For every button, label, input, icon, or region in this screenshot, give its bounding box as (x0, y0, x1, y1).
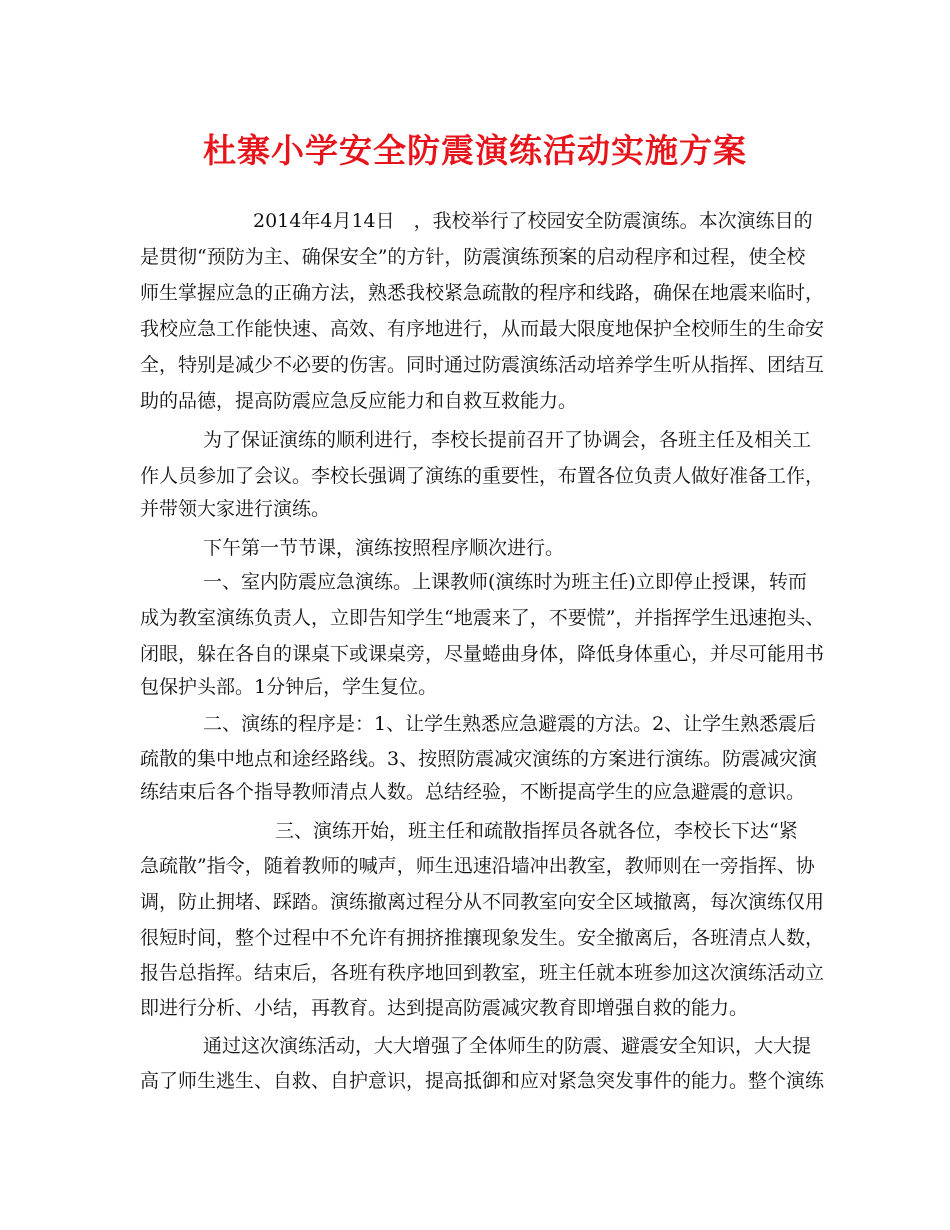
paragraph-line: 包保护头部。1分钟后，学生复位。 (140, 676, 438, 698)
paragraph-line: 作人员参加了会议。李校长强调了演练的重要性，布置各位负责人做好准备工作， (140, 465, 825, 487)
paragraph-line: 我校应急工作能快速、高效、有序地进行，从而最大限度地保护全校师生的生命安 (140, 318, 825, 340)
paragraph-line: 一、室内防震应急演练。上课教师(演练时为班主任)立即停止授课，转而 (203, 571, 807, 593)
paragraph-line: 师生掌握应急的正确方法，熟悉我校紧急疏散的程序和线路，确保在地震来临时， (140, 282, 825, 304)
paragraph-line: 通过这次演练活动，大大增强了全体师生的防震、避震安全知识，大大提 (203, 1035, 812, 1057)
paragraph-line: 全，特别是减少不必要的伤害。同时通过防震演练活动培养学生听从指挥、团结互 (140, 354, 825, 376)
paragraph-line: 三、演练开始，班主任和疏散指挥员各就各位，李校长下达“紧 (275, 820, 798, 842)
paragraph-line: 高了师生逃生、自救、自护意识，提高抵御和应对紧急突发事件的能力。整个演练 (140, 1070, 825, 1092)
paragraph-line: 闭眼，躲在各自的课桌下或课桌旁，尽量蜷曲身体，降低身体重心，并尽可能用书 (140, 643, 825, 665)
paragraph-line: 练结束后各个指导教师清点人数。总结经验，不断提高学生的应急避震的意识。 (140, 781, 806, 803)
document-title: 杜寨小学安全防震演练活动实施方案 (203, 131, 747, 170)
paragraph-line: 为了保证演练的顺利进行，李校长提前召开了协调会，各班主任及相关工 (203, 429, 812, 451)
paragraph-line: 很短时间，整个过程中不允许有拥挤推攘现象发生。安全撤离后，各班清点人数， (140, 927, 825, 949)
paragraph-line: 并带领大家进行演练。 (140, 498, 331, 520)
paragraph-line: 即进行分析、小结，再教育。达到提高防震减灾教育即增强自救的能力。 (140, 997, 749, 1019)
paragraph-line: 报告总指挥。结束后，各班有秩序地回到教室，班主任就本班参加这次演练活动立 (140, 962, 825, 984)
paragraph-line: 急疏散”指令，随着教师的喊声，师生迅速沿墙冲出教室，教师则在一旁指挥、协 (140, 855, 815, 877)
paragraph-line: 成为教室演练负责人，立即告知学生“地震来了，不要慌”，并指挥学生迅速抱头、 (140, 607, 825, 629)
paragraph-line: 疏散的集中地点和途经路线。3、按照防震减灾演练的方案进行演练。防震减灾演 (140, 748, 818, 770)
paragraph-line: 2014年4月14日 ，我校举行了校园安全防震演练。本次演练目的 (253, 210, 813, 232)
paragraph-line: 调，防止拥堵、踩踏。演练撤离过程分从不同教室向安全区域撤离，每次演练仅用 (140, 891, 825, 913)
paragraph-line: 下午第一节节课，演练按照程序顺次进行。 (203, 537, 565, 559)
paragraph-line: 二、演练的程序是：1、让学生熟悉应急避震的方法。2、让学生熟悉震后 (203, 713, 817, 735)
paragraph-line: 助的品德，提高防震应急反应能力和自救互救能力。 (140, 390, 578, 412)
paragraph-line: 是贯彻“预防为主、确保安全”的方针，防震演练预案的启动程序和过程，使全校 (140, 246, 806, 268)
